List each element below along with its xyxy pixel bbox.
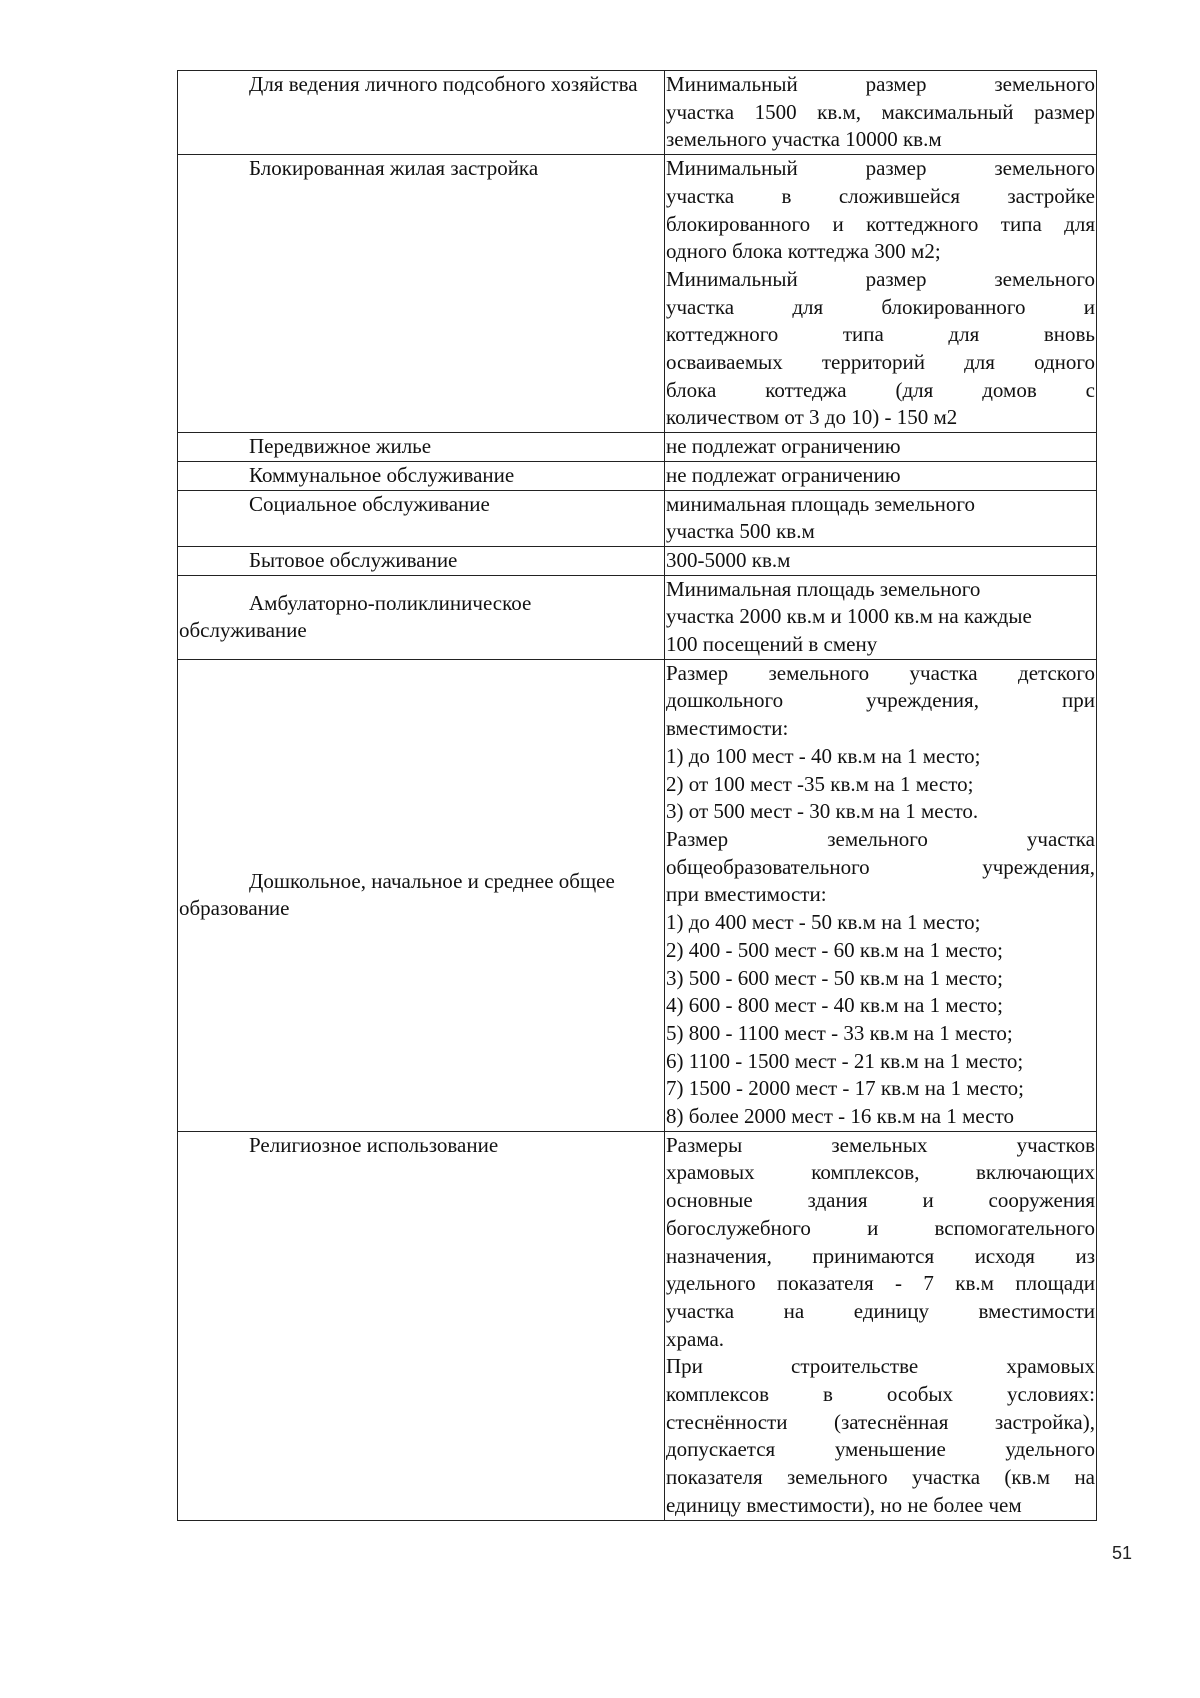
parameter-line: Размеры земельных участков (666, 1132, 1095, 1157)
parameter-line: участка в сложившейся застройке (666, 183, 1095, 208)
land-use-cell (178, 433, 665, 462)
page-number: 51 (1112, 1543, 1133, 1563)
parameter-line: участка 2000 кв.м и 1000 кв.м на каждые (666, 604, 1032, 629)
parameter-line: 6) 1100 - 1500 мест - 21 кв.м на 1 место; (666, 1048, 1024, 1073)
parameter-line: количеством от 3 до 10) - 150 м2 (666, 405, 958, 430)
parameter-line: единицу вместимости), но не более чем (666, 1492, 1022, 1517)
land-use-label: Передвижное жилье (249, 434, 432, 459)
table-row (178, 575, 1097, 659)
parameter-line: 1) до 400 мест - 50 кв.м на 1 место; (666, 910, 981, 935)
parameter-line: 1) до 100 мест - 40 кв.м на 1 место; (666, 743, 981, 768)
parameter-cell (665, 461, 1097, 490)
land-use-table (177, 70, 1097, 1521)
parameter-line: 7) 1500 - 2000 мест - 17 кв.м на 1 место; (666, 1076, 1025, 1101)
table-row (178, 461, 1097, 490)
land-use-label: Коммунальное обслуживание (249, 462, 515, 487)
parameter-line: блокированного и коттеджного типа для (666, 211, 1095, 236)
parameter-line: Минимальный размер земельного (666, 72, 1095, 96)
parameter-line: участка для блокированного и (666, 294, 1095, 319)
table-row (178, 659, 1097, 1131)
parameter-line: 2) от 100 мест -35 кв.м на 1 место; (666, 771, 974, 796)
parameter-line: не подлежат ограничению (666, 462, 901, 487)
parameter-line: 3) от 500 мест - 30 кв.м на 1 место. (666, 799, 979, 824)
parameter-line: 8) более 2000 мест - 16 кв.м на 1 место (666, 1104, 1014, 1129)
parameter-line: участка на единицу вместимости (666, 1298, 1095, 1323)
parameter-line: 300-5000 кв.м (666, 547, 791, 572)
parameter-line: одного блока коттеджа 300 м2; (666, 239, 941, 264)
table-row (178, 490, 1097, 546)
parameter-cell (665, 433, 1097, 462)
table-row (178, 1131, 1097, 1520)
table-row (178, 71, 1097, 155)
parameter-line: Минимальный размер земельного (666, 266, 1095, 291)
parameter-line: Размер земельного участка (666, 826, 1095, 851)
parameter-line: дошкольного учреждения, при (666, 688, 1095, 713)
parameter-line: коттеджного типа для вновь (666, 322, 1095, 347)
parameter-line: участка 1500 кв.м, максимальный размер (666, 99, 1095, 124)
parameter-line: минимальная площадь земельного (666, 491, 976, 516)
parameter-cell (665, 155, 1097, 433)
land-use-label: Бытовое обслуживание (249, 547, 458, 572)
parameter-line: удельного показателя - 7 кв.м площади (666, 1271, 1095, 1296)
land-use-label: Блокированная жилая застройка (249, 156, 539, 181)
parameter-line: 100 посещений в смену (666, 632, 878, 657)
parameter-line: стеснённости (затеснённая застройка), (666, 1409, 1095, 1434)
table-body (178, 71, 1097, 1521)
land-use-cell (178, 461, 665, 490)
parameter-line: Минимальная площадь земельного (666, 576, 981, 601)
land-use-cell (178, 1131, 665, 1520)
land-use-label: Социальное обслуживание (249, 491, 490, 516)
parameter-line: храма. (666, 1326, 725, 1351)
parameter-cell (665, 575, 1097, 659)
parameter-cell (665, 659, 1097, 1131)
land-use-cell (178, 490, 665, 546)
parameter-line: богослужебного и вспомогательного (666, 1215, 1095, 1240)
parameter-line: 5) 800 - 1100 мест - 33 кв.м на 1 место; (666, 1020, 1013, 1045)
parameter-line: основные здания и сооружения (666, 1188, 1095, 1213)
parameter-line: Размер земельного участка детского (666, 660, 1095, 685)
land-use-cell (178, 575, 665, 659)
parameter-line: Минимальный размер земельного (666, 156, 1095, 181)
table-row (178, 155, 1097, 433)
parameter-line: осваиваемых территорий для одного (666, 350, 1095, 375)
parameter-line: показателя земельного участка (кв.м на (666, 1465, 1095, 1490)
parameter-line: общеобразовательного учреждения, (666, 854, 1095, 879)
land-use-label: Дошкольное, начальное и среднее общее образование (179, 868, 615, 921)
parameter-line: вместимости: (666, 716, 789, 741)
parameter-line: 3) 500 - 600 мест - 50 кв.м на 1 место; (666, 965, 1004, 990)
parameter-line: назначения, принимаются исходя из (666, 1243, 1095, 1268)
parameter-cell (665, 1131, 1097, 1520)
parameter-line: блока коттеджа (для домов с (666, 377, 1095, 402)
parameter-line: 4) 600 - 800 мест - 40 кв.м на 1 место; (666, 993, 1004, 1018)
land-use-cell (178, 155, 665, 433)
table-row (178, 546, 1097, 575)
table-row (178, 433, 1097, 462)
parameter-line: при вместимости: (666, 882, 827, 907)
parameter-line: не подлежат ограничению (666, 434, 901, 459)
parameter-line: комплексов в особых условиях: (666, 1382, 1095, 1407)
parameter-line: земельного участка 10000 кв.м (666, 127, 942, 152)
land-use-cell (178, 71, 665, 155)
parameter-cell (665, 71, 1097, 155)
parameter-cell (665, 546, 1097, 575)
land-use-label: Для ведения личного подсобного хозяйства (249, 72, 638, 96)
parameter-line: участка 500 кв.м (666, 519, 815, 544)
parameter-line: При строительстве храмовых (666, 1354, 1095, 1379)
land-use-cell (178, 546, 665, 575)
parameter-line: 2) 400 - 500 мест - 60 кв.м на 1 место; (666, 937, 1004, 962)
parameter-line: допускается уменьшение удельного (666, 1437, 1095, 1462)
land-use-label: Религиозное использование (249, 1132, 499, 1157)
parameter-line: храмовых комплексов, включающих (666, 1160, 1095, 1185)
land-use-cell (178, 659, 665, 1131)
parameter-cell (665, 490, 1097, 546)
land-use-label: Амбулаторно-поликлиническое обслуживание (179, 590, 532, 643)
